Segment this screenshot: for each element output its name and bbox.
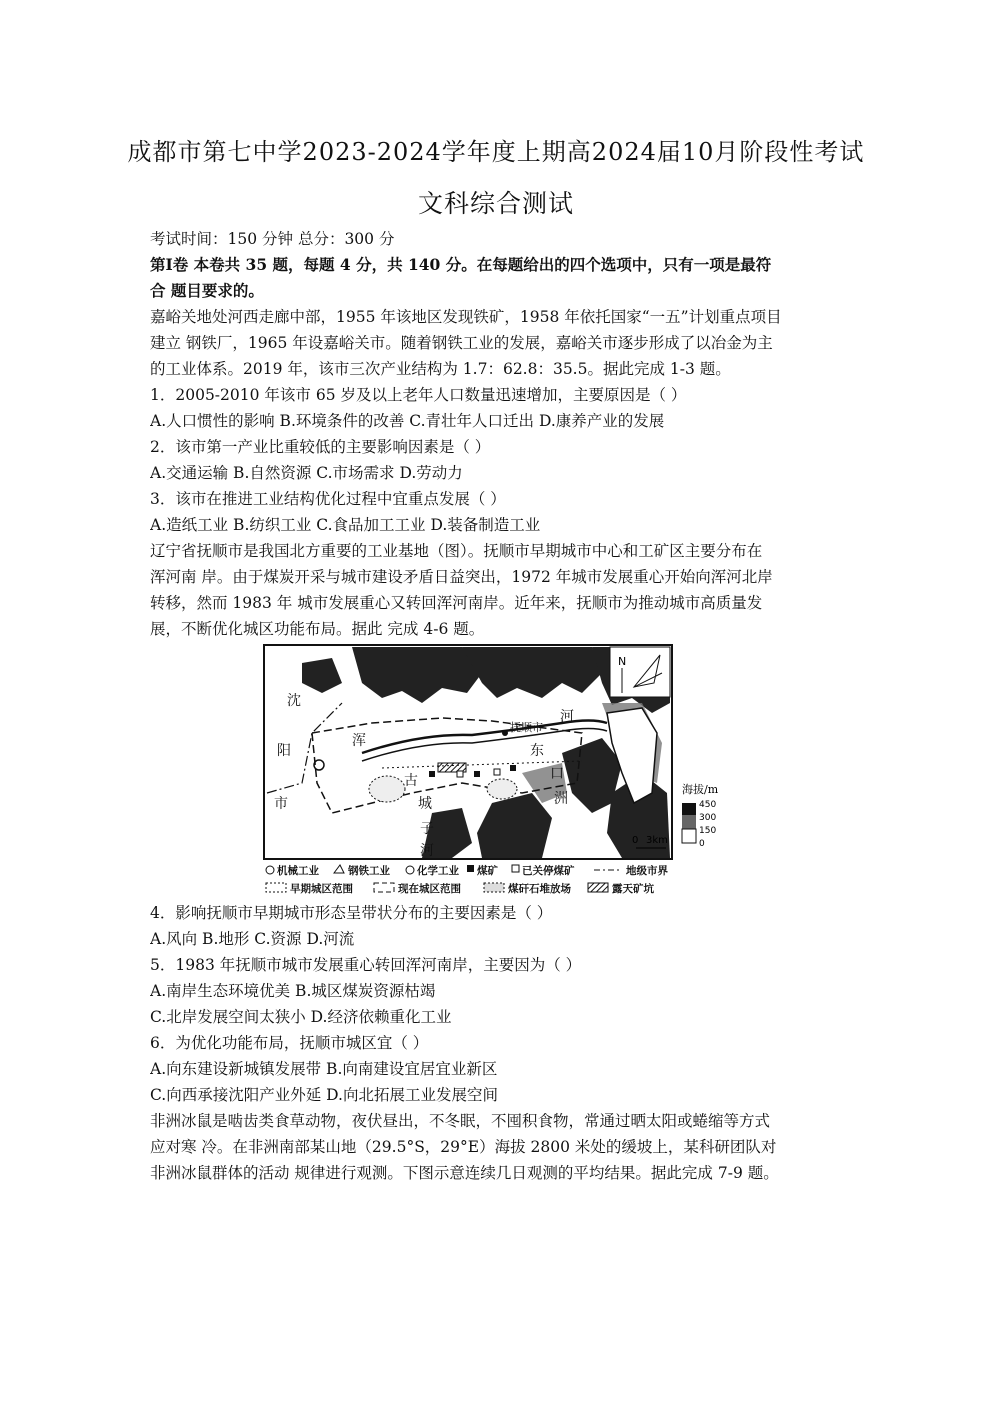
map-label: 水 [636, 762, 650, 777]
section-instructions-2: 合 题目要求的。 [150, 281, 264, 300]
elev-tick: 300 [699, 813, 717, 823]
passage2-line: 浑河南 岸。由于煤炭开采与城市建设矛盾日益突出，1972 年城市发展重心开始向浑河北岸 [150, 568, 773, 586]
map-label: 东 [530, 743, 544, 759]
legend-steel: 钢铁工业 [348, 865, 390, 877]
passage2-line: 转移，然而 1983 年 城市发展重心又转回浑河南岸。近年来，抚顺市为推动城市高质量发 [150, 594, 763, 612]
svg-text:0: 0 [632, 835, 639, 846]
map-label: 河 [420, 843, 434, 859]
closed-coal-mine [494, 769, 500, 775]
elevation-title: 海拔/m [682, 783, 719, 796]
gangue-pile [369, 776, 405, 802]
passage2-line: 展，不断优化城区功能布局。据此 完成 4-6 题。 [150, 620, 485, 638]
map-label: 市 [274, 796, 288, 812]
question-3-stem: 3．该市在推进工业结构优化过程中宜重点发展（ ） [150, 490, 506, 508]
exam-time-score: 考试时间：150 分钟 总分：300 分 [150, 230, 395, 248]
legend-chemical: 化学工业 [417, 865, 459, 877]
coal-mine [474, 771, 480, 777]
closed-coal-mine [457, 771, 463, 777]
passage3-line: 非洲冰鼠是啮齿类食草动物，夜伏昼出，不冬眠，不囤积食物，常通过晒太阳或蜷缩等方式 [150, 1112, 771, 1130]
passage2-line: 辽宁省抚顺市是我国北方重要的工业基地（图）。抚顺市早期城市中心和工矿区主要分布在 [150, 542, 763, 560]
map-label: 阳 [277, 743, 291, 759]
passage3-line: 应对寒 冷。在非洲南部某山地（29.5°S，29°E）海拔 2800 米处的缓坡上，某科研团队对 [150, 1138, 777, 1156]
legend-current-city: 现在城区范围 [398, 883, 461, 895]
question-5-options: C.北岸发展空间太狭小 D.经济依赖重化工业 [150, 1008, 452, 1026]
map-label: 库 [636, 780, 650, 795]
north-label: N [618, 655, 627, 668]
legend-closed-coal: 已关停煤矿 [522, 865, 575, 877]
elev-tick: 450 [699, 800, 717, 810]
question-6-stem: 6．为优化功能布局，抚顺市城区宜（ ） [150, 1034, 429, 1052]
elev-tick: 150 [699, 826, 717, 836]
question-1-options: A.人口惯性的影响 B.环境条件的改善 C.青壮年人口迁出 D.康养产业的发展 [150, 412, 665, 430]
map-label: 城 [418, 796, 432, 812]
passage1-line: 的工业体系。2019 年，该市三次产业结构为 1.7：62.8：35.5。据此完成 1-3 题。 [150, 360, 731, 378]
map-label: 口 [550, 766, 564, 782]
map-label: 洲 [554, 791, 568, 807]
passage1-line: 建立 钢铁厂，1965 年设嘉峪关市。随着钢铁工业的发展，嘉峪关市逐步形成了以冶金为主 [150, 334, 773, 352]
map-label: 伙 [618, 732, 632, 747]
coal-mine [429, 771, 435, 777]
map-label: 浑 [352, 733, 366, 749]
gangue-pile [487, 779, 517, 799]
map-label: 河 [560, 709, 574, 725]
question-5-options: A.南岸生态环境优美 B.城区煤炭资源枯竭 [150, 982, 436, 1000]
question-2-stem: 2．该市第一产业比重较低的主要影响因素是（ ） [150, 438, 491, 456]
question-6-options: A.向东建设新城镇发展带 B.向南建设宜居宜业新区 [150, 1060, 498, 1078]
legend-coal: 煤矿 [477, 865, 498, 877]
legend-open-pit: 露天矿坑 [612, 883, 654, 895]
svg-text:3km: 3km [646, 835, 668, 846]
map-label: 房 [634, 744, 648, 759]
question-4-stem: 4．影响抚顺市早期城市形态呈带状分布的主要因素是（ ） [150, 904, 553, 922]
fushun-map [262, 643, 730, 897]
coal-mine [510, 765, 516, 771]
question-5-stem: 5．1983 年抚顺市城市发展重心转回浑河南岸，主要因为（ ） [150, 956, 582, 974]
question-4-options: A.风向 B.地形 C.资源 D.河流 [150, 930, 355, 948]
passage1-line: 嘉峪关地处河西走廊中部，1955 年该地区发现铁矿，1958 年依托国家“一五”计划重点项目 [150, 308, 782, 326]
legend-early-city: 早期城区范围 [290, 883, 353, 895]
map-label: 古 [404, 773, 418, 789]
map-legend [266, 864, 668, 895]
question-2-options: A.交通运输 B.自然资源 C.市场需求 D.劳动力 [150, 464, 463, 482]
exam-subtitle: 文科综合测试 [417, 189, 574, 218]
passage3-line: 非洲冰鼠群体的活动 规律进行观测。下图示意连续几日观测的平均结果。据此完成 7-9 题。 [150, 1164, 779, 1182]
elev-tick: 0 [699, 839, 705, 849]
exam-title: 成都市第七中学2023-2024学年度上期高2024届10月阶段性考试 [127, 138, 865, 166]
legend-machinery: 机械工业 [277, 865, 319, 877]
question-6-options: C.向西承接沈阳产业外延 D.向北拓展工业发展空间 [150, 1086, 498, 1104]
question-1-stem: 1．2005-2010 年该市 65 岁及以上老年人口数量迅速增加，主要原因是（ ） [150, 386, 687, 404]
map-label: 沈 [287, 693, 301, 709]
map-label: 子 [420, 821, 434, 837]
map-label: 大 [616, 714, 630, 729]
legend-boundary: 地级市界 [626, 865, 668, 877]
map-label: 抚顺市 [510, 721, 543, 734]
legend-gangue: 煤矸石堆放场 [508, 883, 571, 895]
section-instructions-1: 第Ⅰ卷 本卷共 35 题，每题 4 分，共 140 分。在每题给出的四个选项中，只有一项是最符 [150, 255, 772, 274]
question-3-options: A.造纸工业 B.纺织工业 C.食品加工工业 D.装备制造工业 [150, 516, 541, 534]
